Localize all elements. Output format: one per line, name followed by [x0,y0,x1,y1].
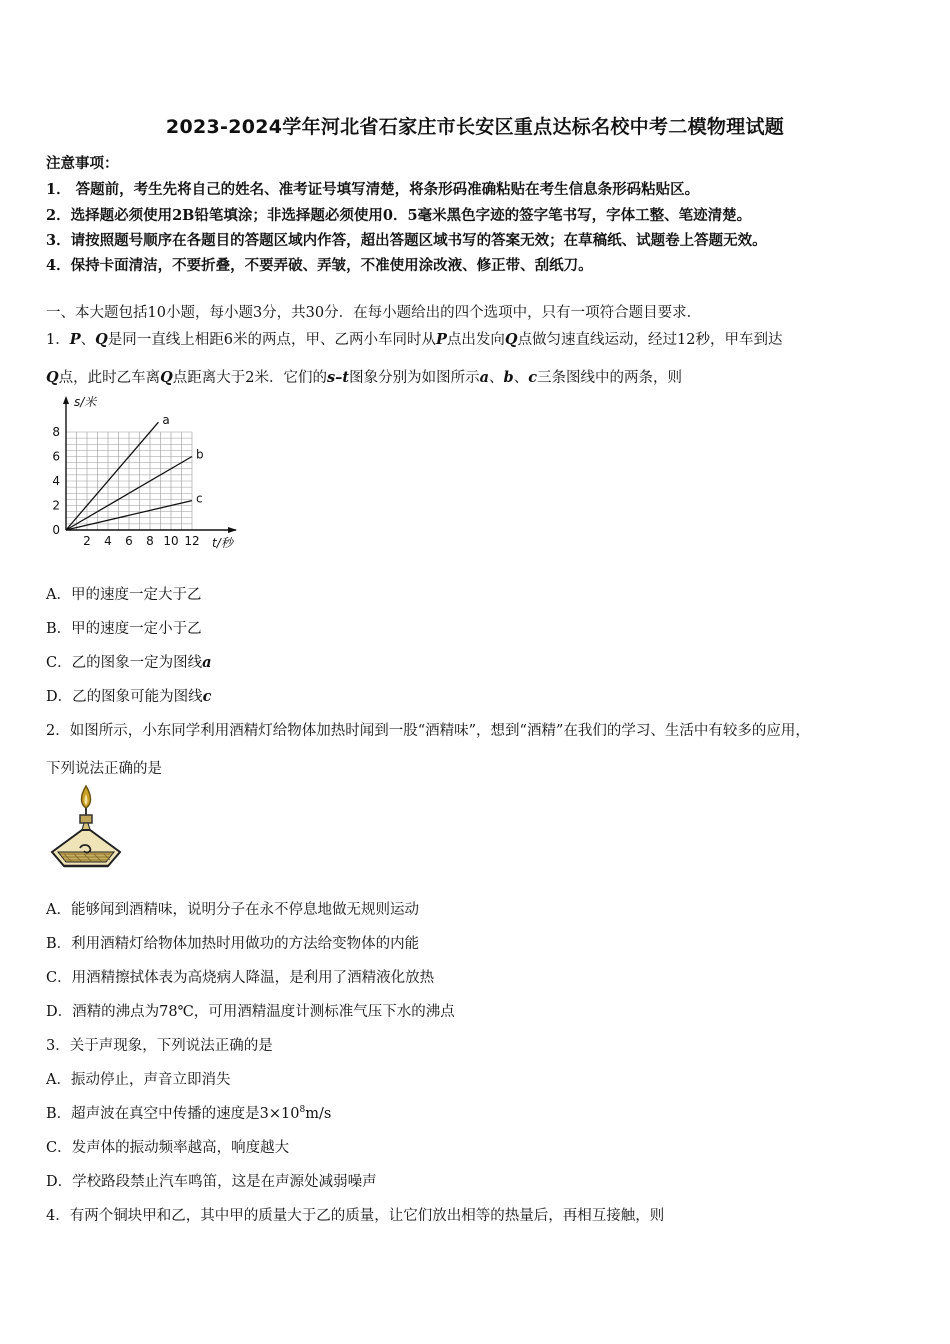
question-4-stem: 4．有两个铜块甲和乙，其中甲的质量大于乙的质量，让它们放出相等的热量后，再相互接触，则 [46,1208,665,1224]
q1-option-d[interactable]: D．乙的图象可能为图线c [46,688,212,705]
q1-option-c[interactable]: C．乙的图象一定为图线a [46,654,212,671]
question-2-stem-line2: 下列说法正确的是 [46,761,162,777]
section-1-heading: 一、本大题包括10小题，每小题3分，共30分．在每小题给出的四个选项中，只有一项符合题目要求． [46,305,702,321]
y-tick-label: 6 [52,449,60,464]
notice-item-1: 1． 答题前，考生先将自己的姓名、准考证号填写清楚，将条形码准确粘贴在考生信息条形码粘贴区。 [46,181,700,198]
question-3-stem: 3．关于声现象，下列说法正确的是 [46,1038,273,1054]
x-tick-label: 2 [83,534,91,548]
st-graph [46,390,256,555]
x-tick-label: 6 [125,534,133,548]
x-tick-label: 4 [104,534,112,548]
q1-option-b[interactable]: B．甲的速度一定小于乙 [46,621,202,637]
notice-item-4: 4．保持卡面清洁，不要折叠，不要弄破、弄皱，不准使用涂改液、修正带、刮纸刀。 [46,257,593,274]
series-label-c: c [196,491,203,506]
x-tick-label: 8 [146,534,154,548]
x-tick-label: 12 [184,534,200,548]
q1-option-a[interactable]: A．甲的速度一定大于乙 [46,587,202,603]
y-axis-label: s/米 [74,395,97,409]
notice-item-2: 2．选择题必须使用2B铅笔填涂；非选择题必须使用0．5毫米黑色字迹的签字笔书写，字体工整、笔迹清楚。 [46,207,752,224]
page-title: 2023-2024学年河北省石家庄市长安区重点达标名校中考二模物理试题 [165,116,785,138]
q3-option-c[interactable]: C．发声体的振动频率越高，响度越大 [46,1140,290,1156]
notice-item-3: 3．请按照题号顺序在各题目的答题区域内作答，超出答题区域书写的答案无效；在草稿纸、试题卷上答题无效。 [46,232,767,249]
alcohol-lamp-image [44,782,128,874]
y-tick-label: 8 [52,425,60,439]
question-2-stem-line1: 2．如图所示，小东同学利用酒精灯给物体加热时闻到一股“酒精味”，想到“酒精”在我们的学习、生活中有较多的应用， [46,723,810,739]
y-axis-arrow [63,396,69,404]
x-axis-arrow [228,527,237,533]
q2-option-d[interactable]: D．酒精的沸点为78℃，可用酒精温度计测标准气压下水的沸点 [46,1004,455,1020]
y-tick-label: 2 [52,498,60,513]
x-axis-label: t/秒 [212,536,233,550]
q3-option-b[interactable]: B．超声波在真空中传播的速度是$3\times 10^8m/s$ [46,1105,332,1122]
q3-option-d[interactable]: D．学校路段禁止汽车鸣笛，这是在声源处减弱噪声 [46,1174,377,1190]
series-label-a: a [162,413,170,428]
q2-option-b[interactable]: B．利用酒精灯给物体加热时用做功的方法给变物体的内能 [46,936,420,952]
question-1-stem-line1: 1．P、Q是同一直线上相距6米的两点，甲、乙两小车同时从P点出发向Q点做匀速直线运动，经过12秒，甲车到达 [46,331,783,348]
notice-heading: 注意事项： [46,155,119,172]
x-tick-label: 10 [163,534,179,548]
y-tick-label: 4 [52,474,60,488]
q3-option-a[interactable]: A．振动停止，声音立即消失 [46,1072,231,1088]
question-1-stem-line2: Q点，此时乙车离Q点距离大于2米．它们的s–t图象分别为如图所示a、b、c三条图线中的两条，则 [46,369,683,386]
q2-option-a[interactable]: A．能够闻到酒精味，说明分子在永不停息地做无规则运动 [46,902,419,918]
q2-option-c[interactable]: C．用酒精擦拭体表为高烧病人降温，是利用了酒精液化放热 [46,970,435,986]
series-label-b: b [196,447,204,462]
origin-label: 0 [52,523,60,537]
